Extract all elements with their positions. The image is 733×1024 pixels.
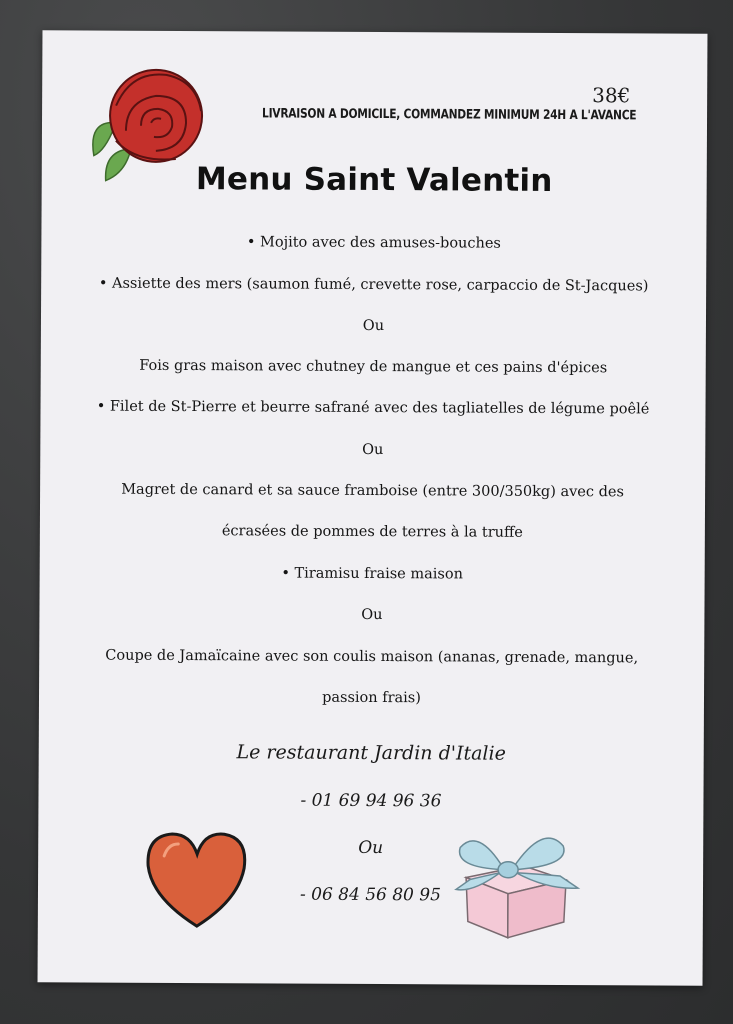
menu-item-main-2: Magret de canard et sa sauce framboise (entre 300/350kg) avec des bbox=[121, 481, 625, 501]
menu-item-aperitif: • Mojito avec des amuses-bouches bbox=[246, 234, 501, 252]
menu-card bbox=[38, 30, 708, 985]
menu-or-3: Ou bbox=[361, 606, 383, 624]
restaurant-name: Le restaurant Jardin d'Italie bbox=[236, 741, 506, 765]
phone-number-1: - 01 69 94 96 36 bbox=[300, 790, 442, 812]
menu-price: 38€ bbox=[592, 83, 631, 108]
menu-item-main-2-cont: écrasées de pommes de terres à la truffe bbox=[221, 523, 523, 541]
menu-item-dessert-2-cont: passion frais) bbox=[322, 689, 421, 707]
menu-item-dessert-2: Coupe de Jamaïcaine avec son coulis maison (ananas, grenade, mangue, bbox=[105, 647, 639, 667]
menu-item-main-1: • Filet de St-Pierre et beurre safrané avec des tagliatelles de légume poêlé bbox=[96, 398, 650, 418]
menu-or-1: Ou bbox=[362, 317, 385, 335]
menu-or-2: Ou bbox=[362, 441, 384, 459]
heart-icon bbox=[142, 826, 253, 937]
gift-box-icon bbox=[448, 817, 584, 943]
menu-item-starter-1: • Assiette des mers (saumon fumé, crevette rose, carpaccio de St-Jacques) bbox=[98, 275, 649, 295]
menu-item-starter-2: Fois gras maison avec chutney de mangue et ces pains d'épices bbox=[139, 357, 608, 377]
menu-title: Menu Saint Valentin bbox=[195, 161, 553, 199]
phone-number-2: - 06 84 56 80 95 bbox=[299, 884, 441, 906]
footer-or: Ou bbox=[358, 837, 384, 859]
delivery-note: LIVRAISON A DOMICILE, COMMANDEZ MINIMUM 24H A L'AVANCE bbox=[262, 106, 637, 124]
menu-item-dessert-1: • Tiramisu fraise maison bbox=[281, 565, 463, 583]
